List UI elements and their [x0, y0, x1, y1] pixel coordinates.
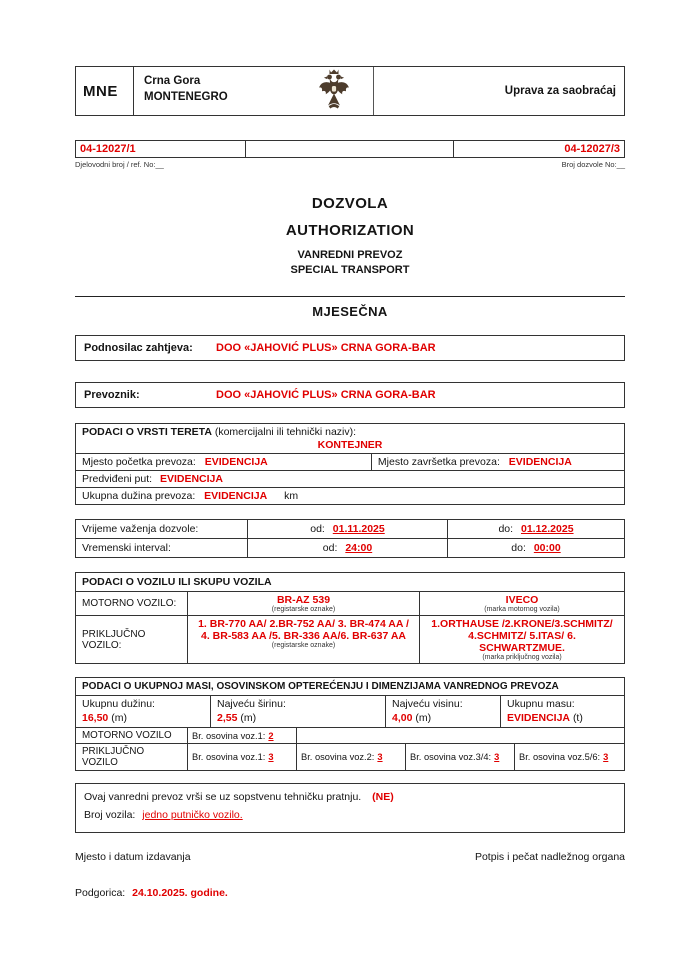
ref-number-middle-box: [246, 141, 454, 157]
dim-height-unit: (m): [415, 712, 432, 724]
motor-axles-label: Br. osovina voz.1:: [192, 730, 266, 741]
cargo-type-value: KONTEJNER: [317, 439, 383, 451]
total-mass-cell: [501, 696, 624, 727]
motor-axles-cell: [188, 728, 297, 743]
issue-place-date-row: [75, 887, 625, 899]
issue-place-date-label: Mjesto i datum izdavanja: [75, 850, 191, 863]
transport-end-value: EVIDENCIJA: [508, 456, 572, 468]
trailer-axle-1-label: Br. osovina voz.1:: [192, 752, 266, 762]
time-interval-row: [76, 538, 624, 557]
applicant-label: Podnosilac zahtjeva:: [84, 342, 193, 354]
route-row: [76, 470, 624, 487]
permit-number-caption: Broj dozvole No:__: [561, 160, 625, 169]
trailer-makes-line2: 4.SCHMITZ/ 5.ITAS/ 6. SCHWARTZMUE.: [468, 630, 576, 654]
trailer-axle-cell-3: [406, 744, 515, 770]
max-height-cell: [386, 696, 501, 727]
trailer-axles-row-label: PRIKLJUČNO VOZILO: [76, 744, 188, 770]
country-name-en: MONTENEGRO: [144, 90, 228, 103]
motor-axles-row: [76, 728, 624, 743]
trailer-axle-4-label: Br. osovina voz.5/6:: [519, 752, 601, 762]
escort-statement-row: [84, 789, 616, 807]
applicant-box: [75, 335, 625, 361]
valid-from-date: 01.11.2025: [332, 523, 385, 535]
trailer-axle-2-label: Br. osovina voz.2:: [301, 752, 375, 762]
country-name-block: [134, 67, 294, 115]
permit-number-box: [454, 141, 624, 157]
permit-number: 04-12027/3: [564, 143, 620, 155]
trailer-axles-row: [76, 743, 624, 770]
motor-plate-caption: (registarske oznake): [271, 606, 336, 613]
country-name: Crna Gora: [144, 75, 201, 87]
interval-to-value: 00:00: [533, 542, 561, 554]
interval-to-cell: [448, 539, 624, 557]
total-length-value: EVIDENCIJA: [204, 490, 268, 502]
route-label: Predviđeni put:: [82, 473, 153, 485]
trailer-plates-line2: 4. BR-583 AA /5. BR-336 AA/6. BR-637 AA: [200, 630, 406, 642]
valid-from-label: od:: [310, 523, 325, 535]
escort-vehicles-row: [84, 807, 616, 825]
authority-name: Uprava za saobraćaj: [504, 85, 616, 97]
montenegro-coat-of-arms-icon: [316, 66, 352, 117]
transport-end-cell: [372, 454, 624, 470]
signature-labels-row: [75, 851, 625, 863]
carrier-label: Prevoznik:: [84, 389, 140, 401]
trailer-makes-caption: (marka priključnog vozila): [482, 654, 562, 661]
document-header: [75, 66, 625, 116]
dim-length-value: 16,50: [82, 712, 109, 724]
transport-start-cell: [76, 454, 372, 470]
subtitle-special-transport: SPECIAL TRANSPORT: [290, 264, 410, 276]
dim-height-value: 4,00: [392, 712, 413, 724]
transport-start-label: Mjesto početka prevoza:: [82, 456, 196, 468]
escort-vehicles-label: Broj vozila:: [84, 808, 136, 821]
motor-axles-value: 2: [268, 730, 274, 741]
dim-height-label: Najveću visinu:: [392, 698, 463, 710]
valid-from-cell: [248, 520, 448, 538]
trailer-makes-cell: [420, 616, 624, 663]
dim-length-unit: (m): [111, 712, 127, 724]
dim-mass-unit: (t): [572, 712, 583, 724]
validity-section: [75, 519, 625, 558]
ref-number-left: 04-12027/1: [80, 143, 136, 155]
transport-end-label: Mjesto završetka prevoza:: [377, 456, 500, 468]
escort-statement-value: (NE): [372, 791, 394, 803]
cargo-header-note: (komercijalni ili tehnički naziv):: [214, 426, 357, 438]
carrier-box: [75, 382, 625, 408]
issue-place: Podgorica:: [75, 886, 126, 899]
dim-width-value: 2,55: [217, 712, 238, 724]
dimensions-row: [76, 696, 624, 728]
motor-axles-row-label: MOTORNO VOZILO: [76, 728, 188, 743]
dim-width-label: Najveću širinu:: [217, 698, 286, 710]
valid-to-label: do:: [498, 523, 514, 535]
max-width-cell: [211, 696, 386, 727]
escort-section: [75, 783, 625, 833]
country-code: MNE: [76, 67, 134, 115]
valid-to-cell: [448, 520, 624, 538]
horizontal-rule: [75, 296, 625, 297]
motor-make-cell: [420, 592, 624, 615]
motor-make-caption: (marka motornog vozila): [484, 606, 560, 613]
trailer-axle-1-value: 3: [268, 752, 274, 762]
route-value: EVIDENCIJA: [159, 473, 223, 485]
interval-from-cell: [248, 539, 448, 557]
vehicles-section: [75, 572, 625, 664]
dim-mass-value: EVIDENCIJA: [507, 712, 571, 724]
applicant-value: DOO «JAHOVIĆ PLUS» CRNA GORA-BAR: [216, 342, 436, 354]
reference-captions: [75, 160, 625, 169]
cargo-section: [75, 423, 625, 505]
mass-dimensions-section: [75, 677, 625, 771]
ref-number-caption: Djelovodni broj / ref. No:__: [75, 160, 164, 169]
ref-number-left-box: [76, 141, 246, 157]
cargo-places-row: [76, 453, 624, 470]
motor-axles-empty: [297, 728, 624, 743]
validity-period-row: [76, 520, 624, 538]
subtitle-vanredni-prevoz: VANREDNI PREVOZ: [297, 249, 403, 261]
mass-dimensions-header: PODACI O UKUPNOJ MASI, OSOVINSKOM OPTEREĆENJU I DIMENZIJAMA VANREDNOG PREVOZA: [76, 678, 624, 696]
title-authorization: AUTHORIZATION: [285, 222, 415, 239]
cargo-header-title: PODACI O VRSTI TERETA: [82, 426, 212, 438]
dim-width-unit: (m): [240, 712, 257, 724]
trailer-axle-cell-1: [188, 744, 297, 770]
trailer-plates-cell: [188, 616, 420, 663]
time-interval-label: Vremenski interval:: [76, 539, 248, 557]
dim-mass-label: Ukupnu masu:: [507, 698, 575, 710]
trailer-axle-cell-4: [515, 744, 624, 770]
motor-make-value: IVECO: [505, 594, 539, 606]
cargo-type-row: [76, 438, 624, 453]
title-dozvola: DOZVOLA: [311, 195, 389, 212]
issue-date: 24.10.2025. godine.: [132, 886, 228, 899]
escort-vehicles-value: jedno putničko vozilo.: [142, 808, 243, 821]
validity-period-label: Vrijeme važenja dozvole:: [76, 520, 248, 538]
total-length-cell: [76, 696, 211, 727]
trailer-axle-cell-2: [297, 744, 406, 770]
interval-from-value: 24:00: [345, 542, 373, 554]
signature-stamp-label: Potpis i pečat nadležnog organa: [474, 850, 625, 863]
escort-statement: Ovaj vanredni prevoz vrši se uz sopstvenu tehničku pratnju.: [84, 791, 362, 803]
trailer-axle-3-label: Br. osovina voz.3/4:: [410, 752, 492, 762]
trailer-axle-2-value: 3: [377, 752, 383, 762]
cargo-header: [76, 424, 624, 438]
transport-start-value: EVIDENCIJA: [204, 456, 268, 468]
motor-plate-value: BR-AZ 539: [276, 594, 331, 606]
interval-from-label: od:: [322, 542, 338, 554]
motor-plate-cell: [188, 592, 420, 615]
motor-vehicle-row: [76, 592, 624, 615]
trailer-vehicle-row: [76, 615, 624, 663]
total-length-label: Ukupna dužina prevoza:: [82, 490, 196, 502]
trailer-makes-line1: 1.ORTHAUSE /2.KRONE/3.SCHMITZ/: [431, 618, 613, 630]
trailer-axle-4-value: 3: [603, 752, 609, 762]
trailer-vehicle-label: PRIKLJUČNO VOZILO:: [76, 616, 188, 663]
reference-number-row: [75, 140, 625, 158]
vehicles-header: PODACI O VOZILU ILI SKUPU VOZILA: [76, 573, 624, 592]
trailer-axle-3-value: 3: [494, 752, 500, 762]
trailer-plates-line1: 1. BR-770 AA/ 2.BR-752 AA/ 3. BR-474 AA /: [198, 618, 409, 630]
motor-vehicle-label: MOTORNO VOZILO:: [76, 592, 188, 615]
permit-period: MJESEČNA: [312, 304, 388, 319]
title-block: [75, 195, 625, 276]
carrier-value: DOO «JAHOVIĆ PLUS» CRNA GORA-BAR: [216, 389, 436, 401]
trailer-plates-caption: (registarske oznake): [271, 642, 336, 649]
emblem-cell: [294, 67, 374, 115]
valid-to-date: 01.12.2025: [520, 523, 574, 535]
total-length-unit: km: [284, 490, 299, 502]
interval-to-label: do:: [511, 542, 526, 554]
total-length-row: [76, 487, 624, 504]
dim-length-label: Ukupnu dužinu:: [82, 698, 155, 710]
